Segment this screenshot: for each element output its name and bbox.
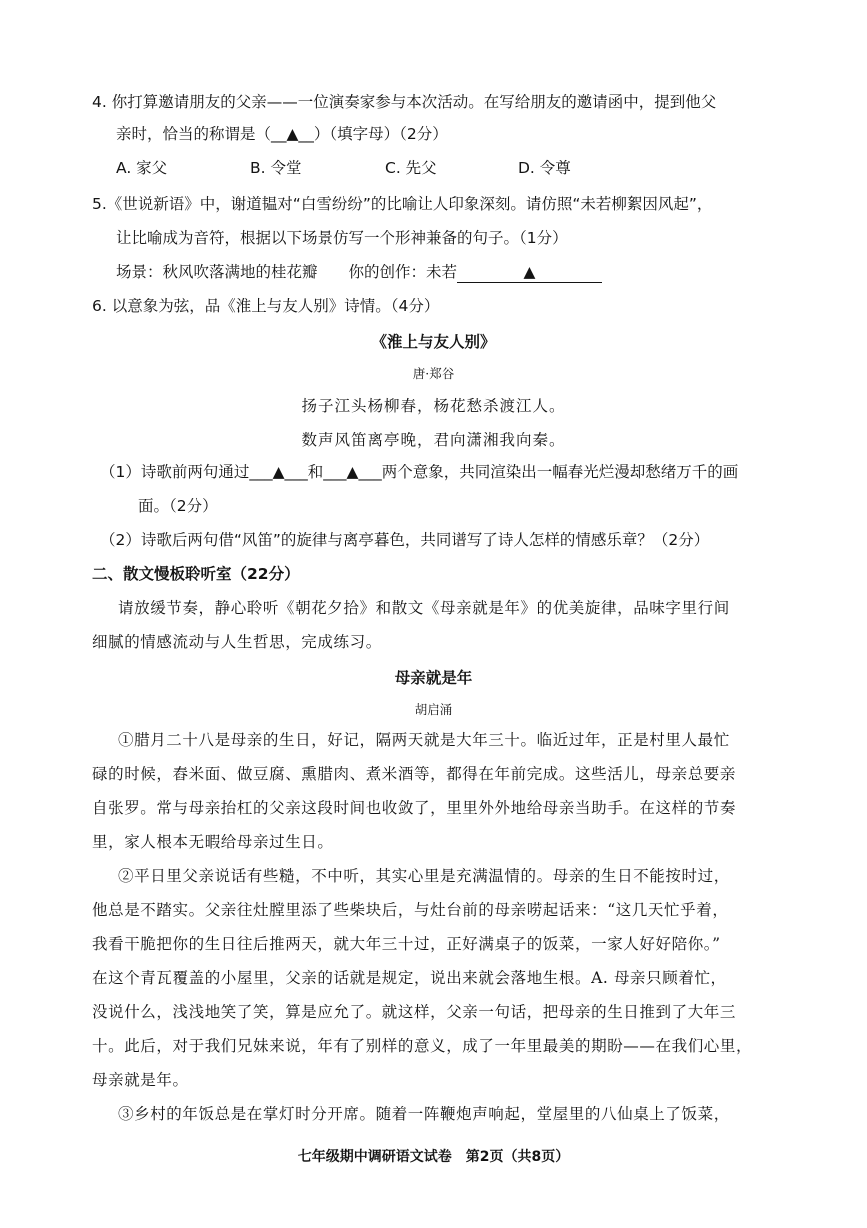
q5-line1: 5.《世说新语》中，谢道韫对“白雪纷纷”的比喻让人印象深刻。请仿照“未若柳絮因风起”， <box>92 195 713 213</box>
q5-scene-text: 场景：秋风吹落满地的桂花瓣 你的创作：未若 <box>116 263 458 281</box>
q4-line1: 4. 你打算邀请朋友的父亲——一位演奏家参与本次活动。在写给朋友的邀请函中，提到他父 <box>92 93 717 111</box>
q6-sub1-line2: 面。（2分） <box>138 497 218 515</box>
q4-line2: 亲时，恰当的称谓是（__▲__）（填字母）（2分） <box>116 125 448 143</box>
essay-author: 胡启涌 <box>414 702 453 717</box>
essay-p3-line: ③乡村的年饭总是在掌灯时分开席。随着一阵鞭炮声响起，堂屋里的八仙桌上了饭菜， <box>118 1105 730 1123</box>
poem-author: 唐·郑谷 <box>412 366 455 381</box>
essay-p1-line: 自张罗。常与母亲抬杠的父亲这段时间也收敛了，里里外外地给母亲当助手。在这样的节奏 <box>92 799 737 817</box>
essay-p1-line: 碌的时候，舂米面、做豆腐、熏腊肉、煮米酒等，都得在年前完成。这些活儿，母亲总要亲 <box>92 765 737 783</box>
essay-p2-line: 在这个青瓦覆盖的小屋里，父亲的话就是规定，说出来就会落地生根。A. 母亲只顾着忙， <box>92 969 727 987</box>
section2-heading: 二、散文慢板聆听室（22分） <box>92 565 300 583</box>
q6-sub2: （2）诗歌后两句借“风笛”的旋律与离亭暮色，共同谱写了诗人怎样的情感乐章？（2分） <box>100 531 710 549</box>
poem-line-2: 数声风笛离亭晚，君向潇湘我向秦。 <box>301 431 566 449</box>
q4-option-b: B. 令堂 <box>250 159 302 177</box>
essay-p2-line: 没说什么，浅浅地笑了笑，算是应允了。就这样，父亲一句话，把母亲的生日推到了大年三 <box>92 1003 737 1021</box>
essay-p2-line: ②平日里父亲说话有些糙，不中听，其实心里是充满温情的。母亲的生日不能按时过， <box>118 867 730 885</box>
q4-option-c: C. 先父 <box>385 159 437 177</box>
page-footer: 七年级期中调研语文试卷 第2页（共8页） <box>297 1149 570 1165</box>
essay-p2-line: 我看干脆把你的生日往后推两天，就大年三十过，正好满桌子的饭菜，一家人好好陪你。” <box>92 935 721 953</box>
q6-sub1-line1: （1）诗歌前两句通过___▲___和___▲___两个意象，共同渲染出一幅春光烂漫却愁绪万千的画 <box>100 463 739 481</box>
q6-line1: 6. 以意象为弦，品《淮上与友人别》诗情。（4分） <box>92 297 440 315</box>
essay-p1-line: ①腊月二十八是母亲的生日，好记，隔两天就是大年三十。临近过年，正是村里人最忙 <box>118 731 730 749</box>
section2-intro-line1: 请放缓节奏，静心聆听《朝花夕拾》和散文《母亲就是年》的优美旋律，品味字里行间 <box>118 599 730 617</box>
essay-p2-line: 十。此后，对于我们兄妹来说，年有了别样的意义，成了一年里最美的期盼——在我们心里， <box>92 1037 753 1055</box>
q5-answer-blank[interactable]: ▲ <box>457 262 602 283</box>
poem-title: 《淮上与友人别》 <box>371 333 496 351</box>
essay-title: 母亲就是年 <box>394 669 473 687</box>
poem-line-1: 扬子江头杨柳春，杨花愁杀渡江人。 <box>301 397 566 415</box>
essay-p1-line: 里，家人根本无暇给母亲过生日。 <box>92 833 334 851</box>
essay-p2-line: 他总是不踏实。父亲往灶膛里添了些柴块后，与灶台前的母亲唠起话来：“这几天忙乎着， <box>92 901 729 919</box>
q4-option-d: D. 令尊 <box>518 159 571 177</box>
section2-intro-line2: 细腻的情感流动与人生哲思，完成练习。 <box>92 633 382 651</box>
q4-option-a: A. 家父 <box>116 159 168 177</box>
q5-scene-line <box>116 262 602 283</box>
essay-p2-line: 母亲就是年。 <box>92 1071 189 1089</box>
q5-line2: 让比喻成为音符，根据以下场景仿写一个形神兼备的句子。（1分） <box>116 229 568 247</box>
